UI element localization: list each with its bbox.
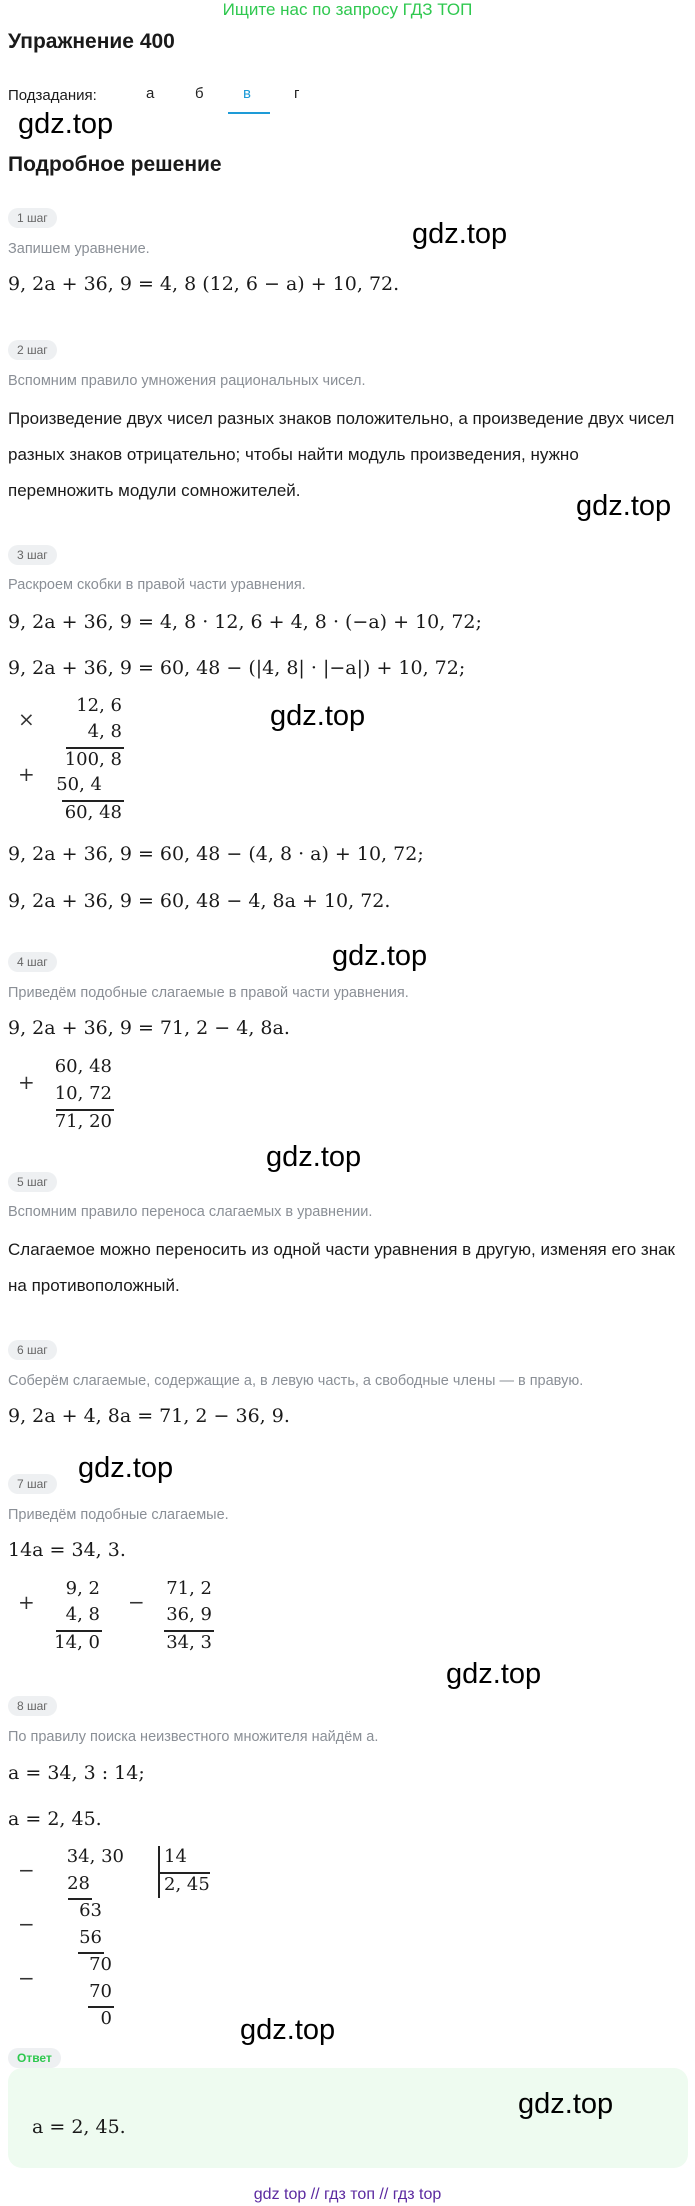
division-step: 70: [89, 1954, 112, 1975]
tab-b[interactable]: б: [195, 85, 204, 102]
division-remainder: 0: [100, 2008, 112, 2029]
equation: 9, 2a + 36, 9 = 4, 8 · 12, 6 + 4, 8 · (−a) + 10, 72;: [8, 611, 482, 633]
subtasks-label: Подзадания:: [8, 87, 97, 104]
step-badge: 4 шаг: [8, 952, 57, 972]
calc-result: 60, 48: [64, 802, 122, 823]
footer-links[interactable]: gdz top // гдз топ // гдз top: [253, 2186, 442, 2203]
top-banner[interactable]: Ищите нас по запросу ГДЗ ТОП: [222, 0, 473, 19]
step-hint: Раскроем скобки в правой части уравнения.: [8, 577, 306, 593]
minus-sign: −: [18, 1966, 35, 1990]
equation: 14a = 34, 3.: [8, 1539, 126, 1561]
calc-operand: 12, 6: [76, 695, 122, 716]
active-tab-indicator: [228, 112, 270, 114]
calc-operand: 71, 2: [166, 1578, 212, 1599]
calc-operand: 10, 72: [54, 1083, 112, 1104]
equation: 9, 2a + 36, 9 = 4, 8 (12, 6 − a) + 10, 72.: [8, 273, 400, 295]
step-hint: Вспомним правило умножения рациональных чисел.: [8, 373, 366, 389]
watermark: gdz.top: [78, 1452, 174, 1484]
plus-sign: +: [18, 1590, 35, 1614]
equation: a = 34, 3 : 14;: [8, 1762, 145, 1784]
multiply-sign: ×: [18, 707, 35, 731]
step-badge: 1 шаг: [8, 208, 57, 228]
step-hint: Вспомним правило переноса слагаемых в уравнении.: [8, 1204, 373, 1220]
calc-operand: 60, 48: [54, 1056, 112, 1077]
watermark: gdz.top: [576, 490, 672, 522]
step-badge: 6 шаг: [8, 1340, 57, 1360]
answer-value: a = 2, 45.: [32, 2116, 126, 2138]
step-hint: Запишем уравнение.: [8, 241, 150, 257]
calc-result: 34, 3: [166, 1632, 212, 1653]
equation: 9, 2a + 36, 9 = 71, 2 − 4, 8a.: [8, 1017, 290, 1039]
step-hint: Соберём слагаемые, содержащие a, в левую часть, а свободные члены — в правую.: [8, 1373, 584, 1389]
calc-partial: 100, 8: [64, 749, 122, 770]
page-title: Упражнение 400: [8, 30, 175, 53]
tab-v[interactable]: в: [243, 85, 251, 102]
plus-sign: +: [18, 1070, 35, 1094]
minus-sign: −: [128, 1590, 145, 1614]
equation: 9, 2a + 36, 9 = 60, 48 − (|4, 8| · |−a|) + 10, 72;: [8, 657, 466, 679]
minus-sign: −: [18, 1858, 35, 1882]
step-badge: 8 шаг: [8, 1696, 57, 1716]
minus-sign: −: [18, 1912, 35, 1936]
watermark: gdz.top: [270, 700, 366, 732]
watermark: gdz.top: [18, 108, 114, 140]
calc-operand: 9, 2: [65, 1578, 100, 1599]
watermark: gdz.top: [332, 940, 428, 972]
equation: 9, 2a + 36, 9 = 60, 48 − (4, 8 · a) + 10, 72;: [8, 843, 424, 865]
tab-g[interactable]: г: [294, 85, 300, 102]
watermark: gdz.top: [240, 2014, 336, 2046]
equation: 9, 2a + 36, 9 = 60, 48 − 4, 8a + 10, 72.: [8, 890, 391, 912]
step-badge: 5 шаг: [8, 1172, 57, 1192]
division-step: 56: [79, 1927, 102, 1948]
step-badge: 7 шаг: [8, 1474, 57, 1494]
plus-sign: +: [18, 762, 35, 786]
calc-operand: 36, 9: [166, 1604, 212, 1625]
division-step: 28: [67, 1873, 90, 1894]
rule-text: Произведение двух чисел разных знаков положительно, а произведение двух чисел разных знаков отрицательно; чтобы найти модуль произведения, нужно перемножить модули сомножителей.: [8, 409, 675, 500]
calc-result: 71, 20: [54, 1111, 112, 1132]
division-step: 70: [89, 1981, 112, 2002]
watermark: gdz.top: [266, 1141, 362, 1173]
equation: a = 2, 45.: [8, 1808, 102, 1830]
watermark: gdz.top: [518, 2088, 614, 2120]
tab-a[interactable]: а: [146, 85, 155, 102]
step-badge: 2 шаг: [8, 340, 57, 360]
calc-result: 14, 0: [54, 1632, 100, 1653]
division-dividend: 34, 30: [66, 1846, 124, 1867]
step-hint: По правилу поиска неизвестного множителя найдём a.: [8, 1729, 379, 1745]
watermark: gdz.top: [412, 218, 508, 250]
calc-operand: 4, 8: [87, 721, 122, 742]
equation: 9, 2a + 4, 8a = 71, 2 − 36, 9.: [8, 1405, 290, 1427]
watermark: gdz.top: [446, 1658, 542, 1690]
calc-operand: 4, 8: [65, 1604, 100, 1625]
division-quotient: 2, 45: [164, 1874, 210, 1895]
step-hint: Приведём подобные слагаемые.: [8, 1507, 229, 1523]
step-badge: 3 шаг: [8, 545, 57, 565]
division-step: 63: [79, 1900, 102, 1921]
solution-heading: Подробное решение: [8, 153, 222, 176]
answer-badge: Ответ: [8, 2048, 61, 2068]
rule-text: Слагаемое можно переносить из одной части уравнения в другую, изменяя его знак на противоположный.: [8, 1240, 675, 1295]
step-hint: Приведём подобные слагаемые в правой части уравнения.: [8, 985, 409, 1001]
calc-partial: 50, 4: [56, 774, 102, 795]
division-divisor: 14: [164, 1846, 187, 1867]
